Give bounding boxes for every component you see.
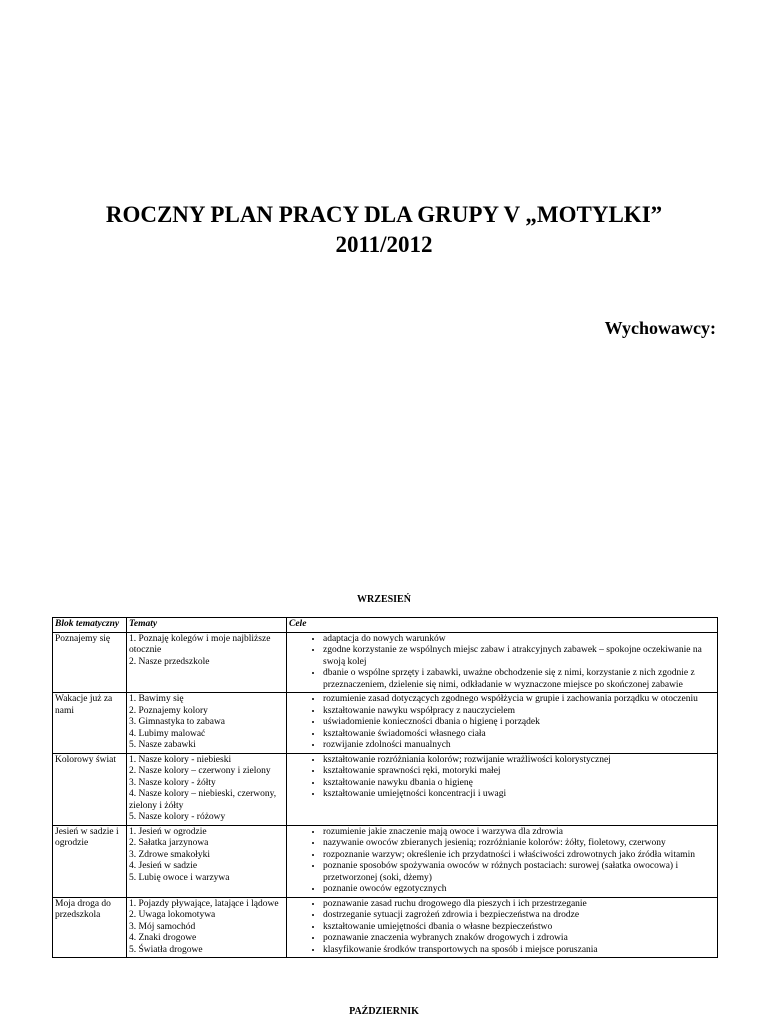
goal-item: • kształtowanie świadomości własnego ciała xyxy=(323,729,715,741)
goals-list xyxy=(289,827,715,896)
goal-item: • kształtowanie nawyku dbania o higienę xyxy=(323,778,715,790)
topics-cell xyxy=(127,693,287,754)
topics-cell xyxy=(127,632,287,693)
topic-item: 2. Poznajemy kolory xyxy=(129,705,208,716)
block-cell: Kolorowy świat xyxy=(53,753,127,825)
topic-item: 4. Jesień w sadzie xyxy=(129,861,198,871)
month-heading-september: WRZESIEŃ xyxy=(357,594,411,605)
block-cell: Wakacje już za nami xyxy=(53,693,127,754)
goal-item: • poznawanie zasad ruchu drogowego dla pieszych i ich przestrzeganie xyxy=(323,899,715,911)
table-row xyxy=(53,693,718,754)
goals-list xyxy=(289,634,715,692)
educators-label: Wychowawcy: xyxy=(604,318,716,338)
document-title-line-1: ROCZNY PLAN PRACY DLA GRUPY V „MOTYLKI” xyxy=(105,202,663,227)
topic-item: 2. Uwaga lokomotywa xyxy=(129,910,216,920)
topic-item: 3. Zdrowe smakołyki xyxy=(129,849,211,860)
goal-item: • nazywanie owoców zbieranych jesienią; rozróżnianie kolorów: żółty, fioletowy, czerwony xyxy=(323,838,715,850)
goal-item: • kształtowanie umiejętności dbania o własne bezpieczeństwo xyxy=(323,922,715,934)
topics-cell xyxy=(127,897,287,958)
goals-cell xyxy=(287,897,718,958)
document-title xyxy=(0,200,768,260)
goal-item: • zgodne korzystanie ze wspólnych miejsc zabaw i atrakcyjnych zabawek – spokojne oczekiwanie na swoją kolej xyxy=(323,645,715,668)
goal-item: • rozpoznanie warzyw; określenie ich przydatności i właściwości zdrowotnych jako źródła witamin xyxy=(323,850,715,862)
goal-item: • kształtowanie nawyku współpracy z nauczycielem xyxy=(323,706,715,718)
topic-item: 5. Światła drogowe xyxy=(129,944,203,955)
topic-item: 1. Jesień w ogrodzie xyxy=(129,826,207,837)
goal-item: • kształtowanie sprawności ręki, motoryki małej xyxy=(323,766,715,778)
topic-item: 4. Znaki drogowe xyxy=(129,933,197,943)
topic-item: 1. Poznaję kolegów i moje najbliższe otocznie xyxy=(129,633,271,655)
goal-item: • klasyfikowanie środków transportowych na sposób i miejsce poruszania xyxy=(323,945,715,957)
goal-item: • rozumienie jakie znaczenie mają owoce i warzywa dla zdrowia xyxy=(323,827,715,839)
goal-item: • kształtowanie umiejętności koncentracji i uwagi xyxy=(323,789,715,801)
goal-item: • kształtowanie rozróżniania kolorów; rozwijanie wrażliwości kolorystycznej xyxy=(323,755,715,767)
table-row xyxy=(53,753,718,825)
goals-cell xyxy=(287,693,718,754)
goals-cell xyxy=(287,632,718,693)
goal-item: • adaptacja do nowych warunków xyxy=(323,634,715,646)
topic-item: 5. Lubię owoce i warzywa xyxy=(129,872,230,883)
goal-item: • rozwijanie zdolności manualnych xyxy=(323,740,715,752)
goal-item: • dbanie o wspólne sprzęty i zabawki, uważne obchodzenie się z nimi, korzystanie z nich zgodnie z przeznaczeniem, dzielenie się nimi, odkładanie w wyznaczone miejsce po skończonej zabawie xyxy=(323,668,715,691)
topic-item: 1. Bawimy się xyxy=(129,694,184,704)
topic-item: 2. Nasze przedszkole xyxy=(129,656,210,667)
goal-item: • poznawanie znaczenia wybranych znaków drogowych i zdrowia xyxy=(323,933,715,945)
topic-item: 5. Nasze kolory - różowy xyxy=(129,812,226,822)
table-row xyxy=(53,825,718,897)
goal-item: • poznanie owoców egzotycznych xyxy=(323,884,715,896)
topics-cell xyxy=(127,753,287,825)
topic-item: 4. Lubimy malować xyxy=(129,728,206,739)
topic-item: 2. Nasze kolory – czerwony i zielony xyxy=(129,766,271,776)
topics-cell xyxy=(127,825,287,897)
goal-item: • poznanie sposobów spożywania owoców w różnych postaciach: surowej (sałatka owocowa) i przetworzonej (soki, dżemy) xyxy=(323,861,715,884)
topic-item: 1. Pojazdy pływające, latające i lądowe xyxy=(129,898,279,909)
block-cell: Moja droga do przedszkola xyxy=(53,897,127,958)
month-heading-october: PAŹDZIERNIK xyxy=(349,1006,419,1017)
document-title-line-2: 2011/2012 xyxy=(335,232,433,257)
goals-list xyxy=(289,899,715,957)
goals-cell xyxy=(287,753,718,825)
topic-item: 5. Nasze zabawki xyxy=(129,740,196,750)
goals-cell xyxy=(287,825,718,897)
goals-list xyxy=(289,694,715,752)
header-block: Blok tematyczny xyxy=(53,618,127,633)
block-cell: Jesień w sadzie i ogrodzie xyxy=(53,825,127,897)
topic-item: 4. Nasze kolory – niebieski, czerwony, zielony i żółty xyxy=(129,789,277,811)
plan-table-body xyxy=(53,632,718,958)
goals-list xyxy=(289,755,715,801)
header-goals: Cele xyxy=(287,618,718,633)
table-header-row xyxy=(53,618,718,633)
table-row xyxy=(53,897,718,958)
topic-item: 1. Nasze kolory - niebieski xyxy=(129,754,232,765)
topic-item: 2. Sałatka jarzynowa xyxy=(129,838,209,848)
topic-item: 3. Nasze kolory - żółty xyxy=(129,777,216,788)
header-topics: Tematy xyxy=(127,618,287,633)
table-row xyxy=(53,632,718,693)
topic-item: 3. Mój samochód xyxy=(129,921,196,932)
plan-table xyxy=(52,617,718,958)
goal-item: • rozumienie zasad dotyczących zgodnego współżycia w grupie i zachowania porządku w otoczeniu xyxy=(323,694,715,706)
goal-item: • uświadomienie konieczności dbania o higienę i porządek xyxy=(323,717,715,729)
topic-item: 3. Gimnastyka to zabawa xyxy=(129,717,226,727)
goal-item: • dostrzeganie sytuacji zagrożeń zdrowia i bezpieczeństwa na drodze xyxy=(323,910,715,922)
block-cell: Poznajemy się xyxy=(53,632,127,693)
